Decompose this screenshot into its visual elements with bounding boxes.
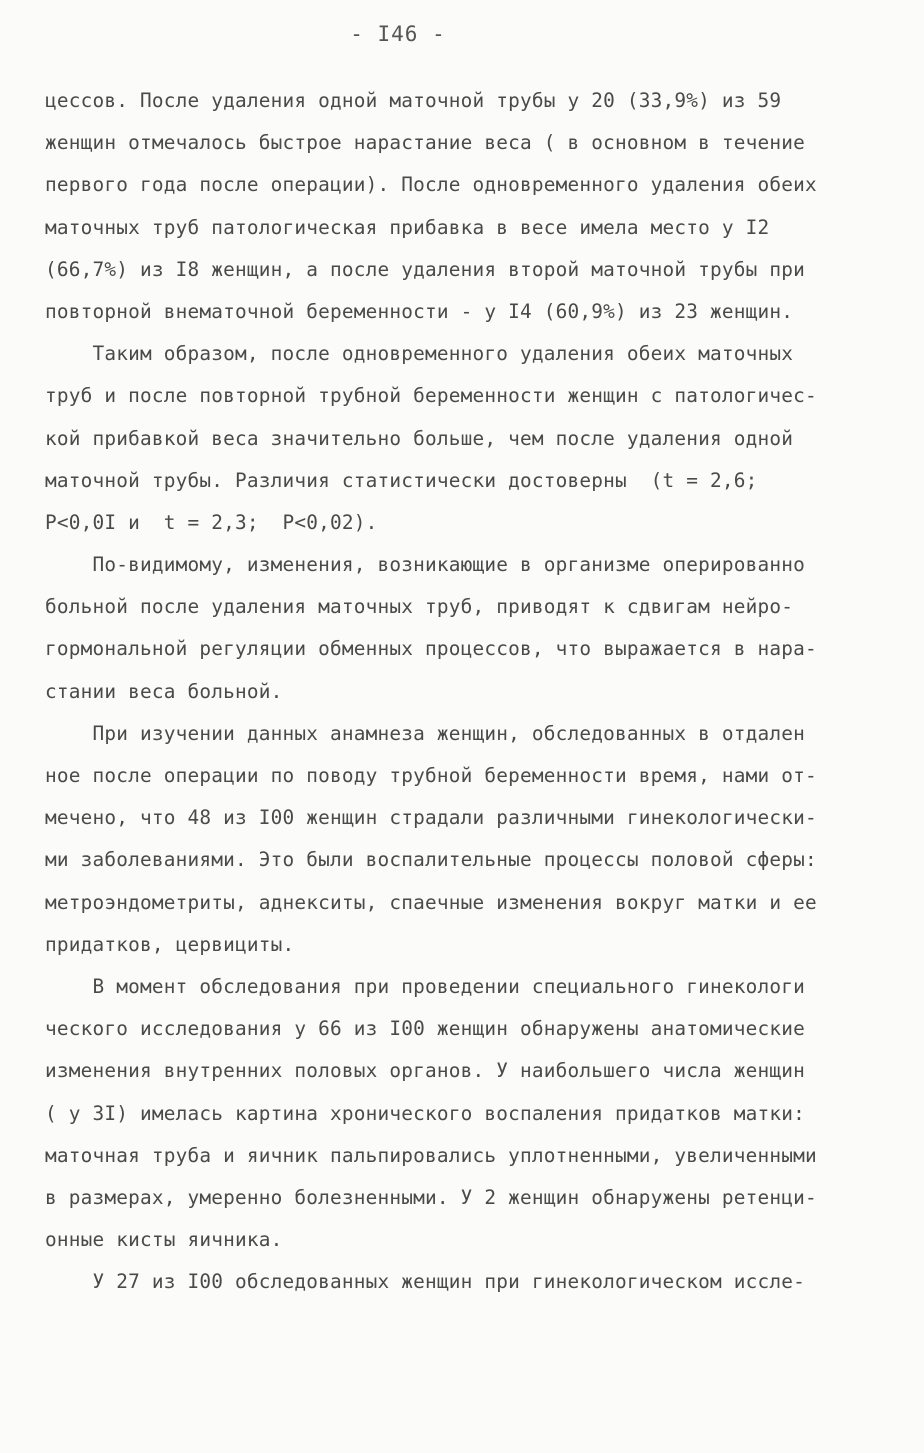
text-line: ное после операции по поводу трубной беременности время, нами от-: [45, 764, 817, 787]
text-line: При изучении данных анамнеза женщин, обследованных в отдален: [45, 721, 805, 745]
text-line: цессов. После удаления одной маточной трубы у 20 (33,9%) из 59: [45, 89, 782, 112]
text-line: придатков, цервициты.: [45, 932, 295, 956]
text-line: маточных труб патологическая прибавка в весе имела место у I2: [45, 215, 770, 239]
text-line: кой прибавкой веса значительно больше, чем после удаления одной: [45, 426, 794, 450]
text-line: женщин отмечалось быстрое нарастание веса ( в основном в течение: [45, 131, 805, 155]
text-line: ( у 3I) имелась картина хронического воспаления придатков матки:: [45, 1101, 805, 1125]
text-line: P<0,0I и t = 2,3; P<0,02).: [45, 510, 378, 534]
text-line: ми заболеваниями. Это были воспалительные процессы половой сферы:: [45, 848, 817, 872]
text-line: У 27 из I00 обследованных женщин при гинекологическом иссле-: [45, 1270, 805, 1294]
text-line: маточная труба и яичник пальпировались уплотненными, увеличенными: [45, 1143, 817, 1167]
text-line: онные кисты яичника.: [45, 1228, 283, 1252]
text-line: больной после удаления маточных труб, приводят к сдвигам нейро-: [45, 595, 794, 619]
text-line: гормональной регуляции обменных процессов, что выражается в нара-: [45, 637, 817, 661]
text-line: ческого исследования у 66 из I00 женщин обнаружены анатомические: [45, 1017, 805, 1041]
text-line: (66,7%) из I8 женщин, а после удаления второй маточной трубы при: [45, 257, 805, 281]
text-line: в размерах, умеренно болезненными. У 2 женщин обнаружены ретенци-: [45, 1185, 817, 1209]
text-line: повторной внематочной беременности - у I4 (60,9%) из 23 женщин.: [45, 299, 794, 323]
text-line: первого года после операции). После одновременного удаления обеих: [45, 173, 817, 197]
body-text: [45, 80, 885, 1303]
text-line: По-видимому, изменения, возникающие в организме оперированно: [45, 553, 805, 577]
text-line: В момент обследования при проведении специального гинекологи: [45, 974, 805, 998]
text-line: мечено, что 48 из I00 женщин страдали различными гинекологически-: [45, 806, 817, 830]
text-line: труб и после повторной трубной беременности женщин с патологичес-: [45, 384, 817, 408]
page-number: - I46 -: [350, 22, 446, 46]
text-line: маточной трубы. Различия статистически достоверны (t = 2,6;: [45, 468, 758, 492]
text-line: стании веса больной.: [45, 679, 283, 703]
text-line: Таким образом, после одновременного удаления обеих маточных: [45, 342, 794, 366]
text-line: метроэндометриты, аднекситы, спаечные изменения вокруг матки и ее: [45, 890, 817, 914]
text-line: изменения внутренних половых органов. У наибольшего числа женщин: [45, 1059, 805, 1083]
